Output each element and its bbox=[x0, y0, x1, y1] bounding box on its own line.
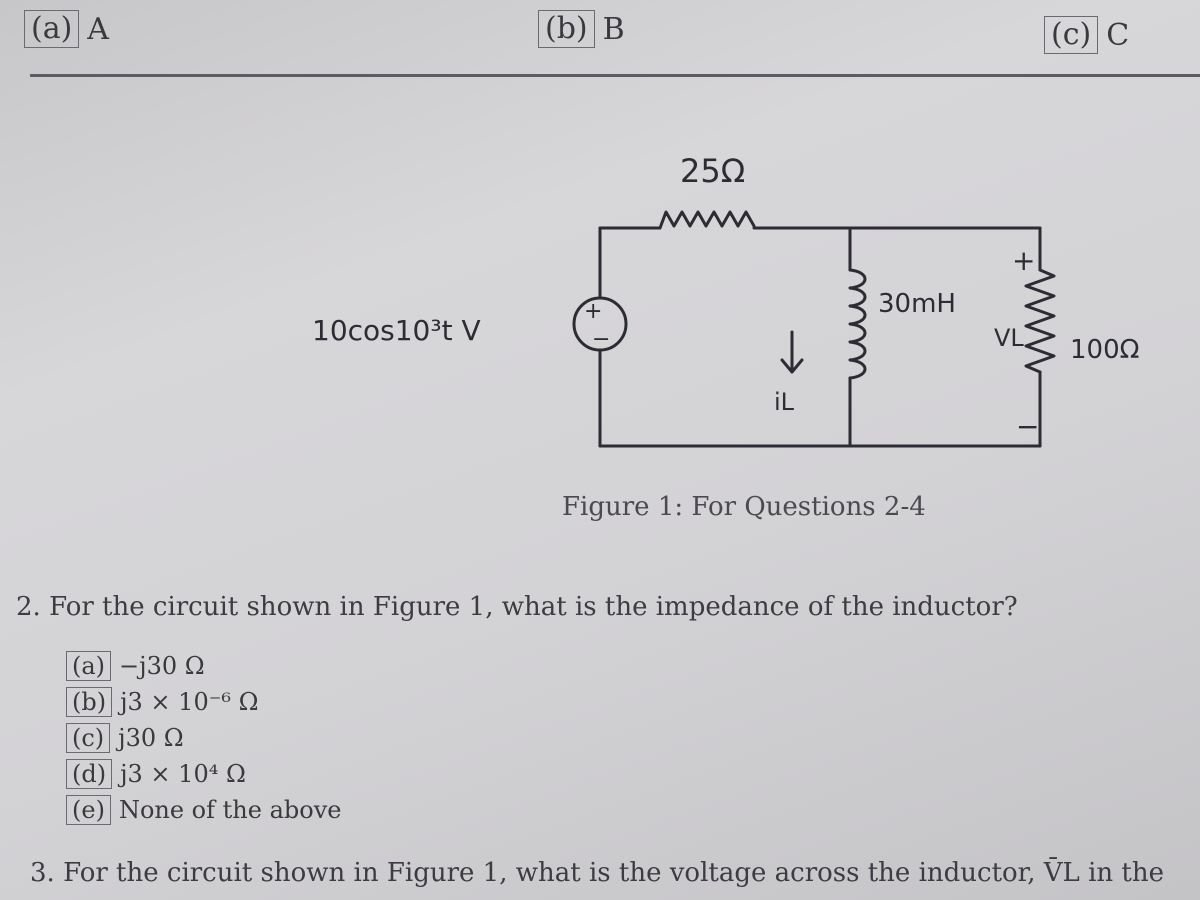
answer-choices bbox=[66, 648, 341, 828]
source-minus: − bbox=[592, 327, 611, 352]
vl-label: VL bbox=[994, 324, 1024, 352]
choice-text: −j30 Ω bbox=[119, 652, 205, 680]
choice-e[interactable] bbox=[66, 792, 341, 828]
option-text: A bbox=[87, 11, 109, 47]
horizontal-rule bbox=[30, 74, 1200, 77]
choice-text: j3 × 10⁻⁶ Ω bbox=[120, 688, 259, 716]
choice-key: (d) bbox=[66, 759, 112, 789]
question-3: 3. For the circuit shown in Figure 1, what is the voltage across the inductor, V̄L in the bbox=[30, 858, 1164, 888]
source-plus: + bbox=[584, 299, 603, 324]
choice-a[interactable] bbox=[66, 648, 341, 684]
choice-d[interactable] bbox=[66, 756, 341, 792]
figure-caption: Figure 1: For Questions 2-4 bbox=[562, 492, 926, 522]
option-a[interactable] bbox=[24, 10, 109, 48]
option-text: B bbox=[602, 11, 625, 47]
inductor-label: 30mH bbox=[878, 289, 956, 319]
choice-key: (e) bbox=[66, 795, 111, 825]
choice-text: j30 Ω bbox=[118, 724, 184, 752]
choice-key: (a) bbox=[66, 651, 111, 681]
choice-text: j3 × 10⁴ Ω bbox=[120, 760, 246, 788]
option-b[interactable] bbox=[538, 10, 625, 48]
option-key: (a) bbox=[24, 10, 79, 48]
choice-key: (b) bbox=[66, 687, 112, 717]
vl-minus: − bbox=[1016, 410, 1040, 443]
question-2: 2. For the circuit shown in Figure 1, what is the impedance of the inductor? bbox=[16, 592, 1018, 622]
source-label: 10cos10³t V bbox=[312, 314, 481, 347]
resistor-25-symbol bbox=[660, 212, 754, 228]
resistor-25-label: 25Ω bbox=[680, 152, 746, 190]
resistor-100-label: 100Ω bbox=[1070, 335, 1140, 365]
current-arrow-icon bbox=[782, 332, 802, 372]
vl-plus: + bbox=[1012, 244, 1036, 277]
option-text: C bbox=[1106, 17, 1130, 53]
choice-c[interactable] bbox=[66, 720, 341, 756]
choice-text: None of the above bbox=[118, 796, 342, 824]
option-key: (b) bbox=[538, 10, 595, 48]
choice-key: (c) bbox=[66, 723, 110, 753]
option-c[interactable] bbox=[1044, 16, 1129, 54]
option-key: (c) bbox=[1044, 16, 1098, 54]
choice-b[interactable] bbox=[66, 684, 341, 720]
resistor-100-symbol bbox=[1026, 270, 1054, 372]
current-label: iL bbox=[774, 388, 795, 416]
inductor-symbol bbox=[850, 270, 865, 378]
